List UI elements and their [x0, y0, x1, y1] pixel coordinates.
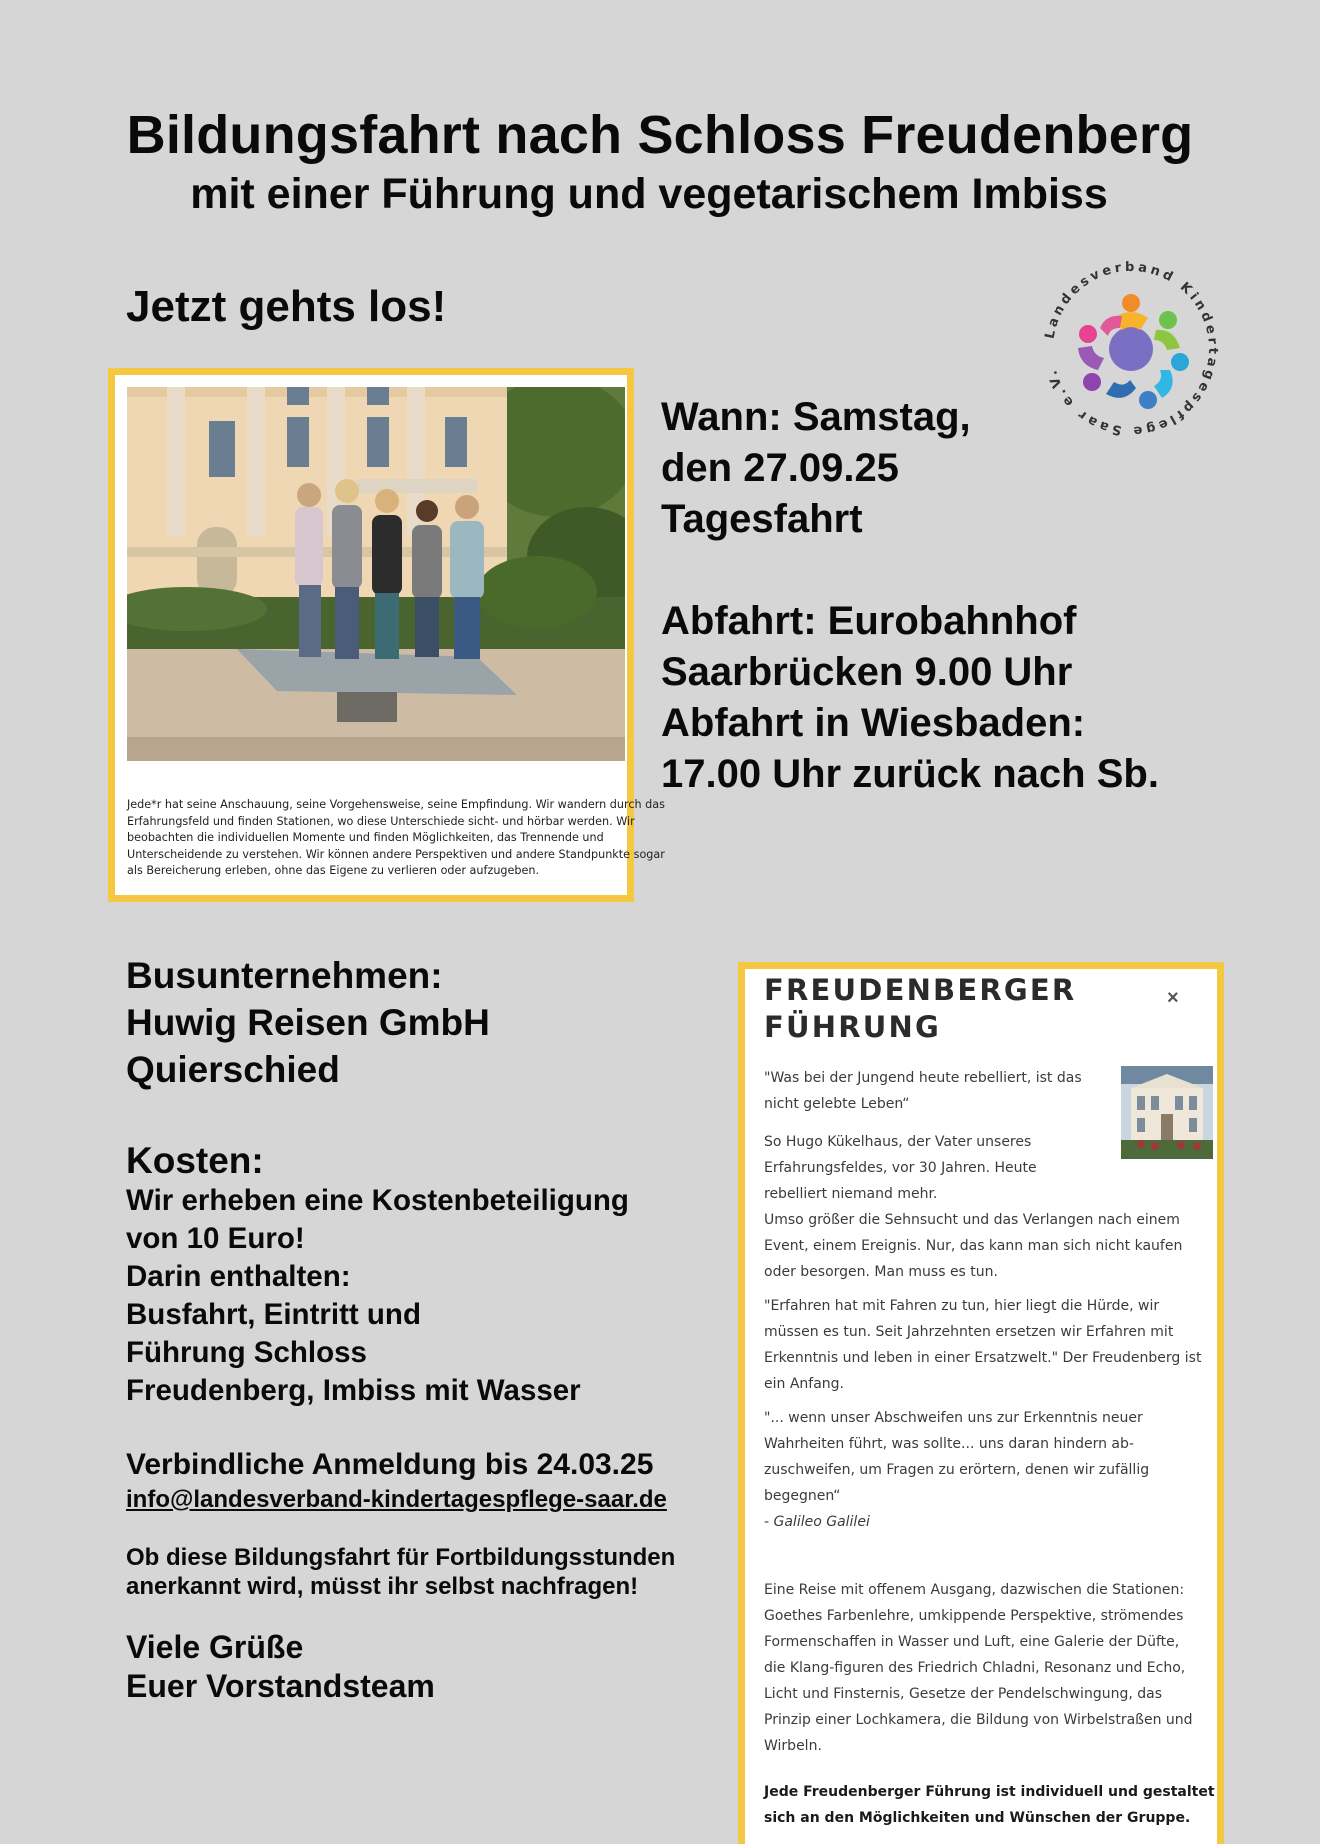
date-info	[661, 392, 971, 545]
costs-line: von 10 Euro!	[126, 1222, 305, 1255]
departure-line: Saarbrücken 9.00 Uhr	[661, 650, 1073, 694]
close-icon[interactable]: ×	[1167, 987, 1179, 1009]
costs-line: Führung Schloss	[126, 1336, 367, 1369]
bus-line: Huwig Reisen GmbH	[126, 1002, 490, 1043]
caption-line: beobachten die individuellen Momente und finden Möglichkeiten, das Trennende und	[127, 831, 604, 845]
departure-line: 17.00 Uhr zurück nach Sb.	[661, 752, 1159, 796]
circle-of-people-logo-icon	[1040, 258, 1222, 440]
paragraph-intro	[764, 1129, 1214, 1285]
costs-line: Wir erheben eine Kostenbeteiligung	[126, 1184, 629, 1217]
greeting	[126, 1628, 435, 1706]
greeting-line: Viele Grüße	[126, 1629, 304, 1665]
photo-caption	[127, 797, 665, 880]
quote-line: "Erfahren hat mit Fahren zu tun, hier liegt die Hürde, wir	[764, 1298, 1160, 1314]
closing-line: sich an den Möglichkeiten und Wünschen der Gruppe.	[764, 1810, 1191, 1826]
bus-company-info	[126, 952, 490, 1093]
registration-deadline: Verbindliche Anmeldung bis 24.03.25	[126, 1448, 654, 1481]
date-line: Tagesfahrt	[661, 497, 863, 541]
paragraph-line: Goethes Farbenlehre, umkippende Perspektive, strömendes	[764, 1608, 1184, 1624]
svg-text:Landesverband Kindertagespfleg: Landesverband Kindertagespflege Saar e.V.	[1042, 259, 1221, 439]
greeting-line: Euer Vorstandsteam	[126, 1668, 435, 1704]
quote-line: Wahrheiten führt, was sollte... uns daran hindern ab-	[764, 1436, 1134, 1452]
paragraph-line: rebelliert niemand mehr.	[764, 1186, 938, 1202]
caption-line: Erfahrungsfeld und finden Stationen, wo diese Unterschiede sicht- und hörbar werden. Wir	[127, 814, 635, 828]
date-line: den 27.09.25	[661, 446, 899, 490]
paragraph-line: oder besorgen. Man muss es tun.	[764, 1264, 998, 1280]
caption-line: als Bereicherung erleben, ohne das Eigene zu verlieren oder aufzugeben.	[127, 864, 540, 878]
paragraph-line: Erfahrungsfeldes, vor 30 Jahren. Heute	[764, 1160, 1037, 1176]
note-line: Ob diese Bildungsfahrt für Fortbildungsstunden	[126, 1544, 676, 1571]
photo-card	[108, 368, 665, 902]
page-subtitle: mit einer Führung und vegetarischem Imbiss	[190, 170, 1108, 218]
tour-info-title	[764, 972, 1076, 1046]
costs-line: Freudenberg, Imbiss mit Wasser	[126, 1374, 581, 1407]
quote-line: zuschweifen, um Fragen zu erörtern, denen wir zufällig	[764, 1462, 1150, 1478]
quote-kuekelhaus	[764, 1065, 1104, 1117]
paragraph-line: Wirbeln.	[764, 1738, 822, 1754]
quote-line: Erkenntnis und leben in einer Ersatzwelt." Der Freudenberg ist	[764, 1350, 1202, 1366]
costs-details	[126, 1182, 629, 1410]
paragraph-line: Eine Reise mit offenem Ausgang, dazwischen die Stationen:	[764, 1582, 1185, 1598]
date-line: Wann: Samstag,	[661, 395, 971, 439]
paragraph-line: So Hugo Kükelhaus, der Vater unseres	[764, 1134, 1032, 1150]
quote-galilei	[764, 1405, 1214, 1535]
departure-line: Abfahrt: Eurobahnhof	[661, 599, 1077, 643]
quote-experience	[764, 1293, 1214, 1397]
tour-info-card	[738, 962, 1224, 1844]
paragraph-line: Formenschaffen in Wasser und Luft, eine Galerie der Düfte,	[764, 1634, 1180, 1650]
registration-email-link[interactable]: info@landesverband-kindertagespflege-saar.de	[126, 1486, 667, 1513]
group-on-balance-board-photo	[127, 387, 625, 761]
paragraph-line: die Klang-figuren des Friedrich Chladni, Resonanz und Echo,	[764, 1660, 1186, 1676]
costs-heading: Kosten:	[126, 1140, 264, 1181]
bus-line: Busunternehmen:	[126, 955, 443, 996]
paragraph-line: Licht und Finsternis, Gesetze der Pendelschwingung, das	[764, 1686, 1162, 1702]
paragraph-line: Umso größer die Sehnsucht und das Verlangen nach einem	[764, 1212, 1180, 1228]
paragraph-line: Event, einem Ereignis. Nur, das kann man sich nicht kaufen	[764, 1238, 1183, 1254]
quote-line: nicht gelebte Leben“	[764, 1096, 910, 1112]
closing-statement	[764, 1779, 1214, 1831]
costs-line: Darin enthalten:	[126, 1260, 351, 1293]
association-logo	[1040, 258, 1222, 440]
title-line: FREUDENBERGER	[764, 973, 1077, 1007]
paragraph-stations	[764, 1577, 1214, 1759]
quote-line: ein Anfang.	[764, 1376, 844, 1392]
bus-line: Quierschied	[126, 1049, 340, 1090]
caption-line: Unterscheidende zu verstehen. Wir können andere Perspektiven und andere Standpunkte sogar	[127, 847, 665, 861]
note-line: anerkannt wird, müsst ihr selbst nachfragen!	[126, 1572, 639, 1600]
quote-line: "Was bei der Jungend heute rebelliert, ist das	[764, 1070, 1082, 1086]
departure-info	[661, 596, 1159, 800]
training-hours-note	[126, 1544, 675, 1601]
intro-heading: Jetzt gehts los!	[126, 282, 447, 331]
paragraph-line: Prinzip einer Lochkamera, die Bildung von Wirbelstraßen und	[764, 1712, 1193, 1728]
costs-line: Busfahrt, Eintritt und	[126, 1298, 421, 1331]
quote-line: begegnen“	[764, 1488, 841, 1504]
caption-line: Jede*r hat seine Anschauung, seine Vorgehensweise, seine Empfindung. Wir wandern durch das	[127, 798, 665, 811]
title-line: FÜHRUNG	[764, 1010, 941, 1044]
quote-author: - Galileo Galilei	[764, 1514, 870, 1530]
quote-line: "... wenn unser Abschweifen uns zur Erkenntnis neuer	[764, 1410, 1143, 1426]
closing-line: Jede Freudenberger Führung ist individuell und gestaltet	[764, 1784, 1215, 1800]
page-title: Bildungsfahrt nach Schloss Freudenberg	[126, 105, 1194, 165]
quote-line: müssen es tun. Seit Jahrzehnten ersetzen wir Erfahren mit	[764, 1324, 1174, 1340]
departure-line: Abfahrt in Wiesbaden:	[661, 701, 1086, 745]
